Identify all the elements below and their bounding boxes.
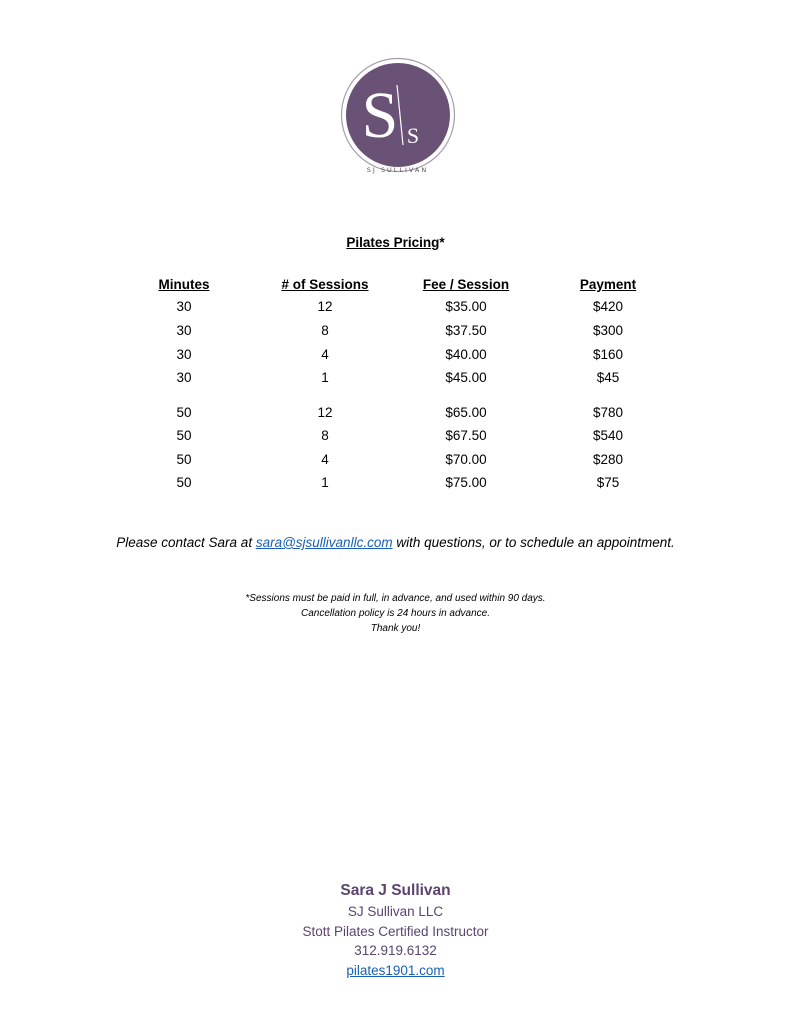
table-cell-payment: $75 [596, 475, 620, 490]
table-cell-payment: $280 [592, 452, 624, 467]
table-cell-fee: $70.00 [445, 452, 487, 467]
column-header-minutes: Minutes [158, 277, 210, 292]
contact-suffix: with questions, or to schedule an appointment. [392, 535, 675, 550]
column-header-sessions: # of Sessions [281, 277, 369, 292]
logo-caption: SJ SULLIVAN [366, 166, 429, 174]
footer-company: SJ Sullivan LLC [347, 904, 444, 919]
table-cell-minutes: 50 [176, 475, 192, 490]
table-cell-sessions: 8 [321, 323, 329, 338]
table-cell-payment: $780 [592, 405, 624, 420]
table-cell-sessions: 12 [317, 299, 333, 314]
table-cell-sessions: 1 [321, 370, 329, 385]
table-cell-sessions: 4 [321, 347, 329, 362]
logo [340, 57, 456, 173]
table-cell-sessions: 8 [321, 428, 329, 443]
policy-note-thanks: Thank you! [370, 623, 421, 634]
page-title-asterisk: * [439, 235, 445, 250]
footer-phone: 312.919.6132 [354, 943, 437, 958]
table-cell-fee: $37.50 [445, 323, 487, 338]
table-cell-payment: $300 [592, 323, 624, 338]
table-cell-payment: $160 [592, 347, 624, 362]
table-cell-sessions: 12 [317, 405, 333, 420]
table-cell-sessions: 4 [321, 452, 329, 467]
logo-mark [340, 57, 456, 173]
table-cell-minutes: 30 [176, 299, 192, 314]
policy-note-cancellation: Cancellation policy is 24 hours in advance. [301, 608, 490, 619]
column-header-fee: Fee / Session [422, 277, 510, 292]
table-cell-fee: $45.00 [445, 370, 487, 385]
table-cell-minutes: 50 [176, 405, 192, 420]
table-cell-minutes: 50 [176, 428, 192, 443]
table-cell-minutes: 50 [176, 452, 192, 467]
footer-role: Stott Pilates Certified Instructor [302, 923, 489, 939]
table-cell-fee: $40.00 [445, 347, 487, 362]
table-cell-fee: $67.50 [445, 428, 487, 443]
table-cell-fee: $35.00 [445, 299, 487, 314]
table-cell-minutes: 30 [176, 347, 192, 362]
table-cell-fee: $75.00 [445, 475, 487, 490]
contact-prefix: Please contact Sara at [116, 535, 256, 550]
logo-monogram-right: S [406, 123, 420, 148]
table-cell-payment: $540 [592, 428, 624, 443]
page-title [0, 235, 791, 250]
contact-line [0, 535, 791, 550]
page-title-text: Pilates Pricing [346, 235, 440, 250]
table-cell-sessions: 1 [321, 475, 329, 490]
table-cell-fee: $65.00 [445, 405, 487, 420]
table-cell-minutes: 30 [176, 323, 192, 338]
email-link[interactable]: sara@sjsullivanllc.com [255, 535, 393, 550]
table-cell-payment: $420 [592, 299, 624, 314]
logo-monogram-left: S [361, 79, 399, 152]
table-cell-payment: $45 [596, 370, 620, 385]
policy-notes [0, 591, 791, 636]
column-header-payment: Payment [579, 277, 637, 292]
footer-signature [0, 880, 791, 980]
footer-name: Sara J Sullivan [340, 882, 451, 899]
policy-note-payment: *Sessions must be paid in full, in advance, and used within 90 days. [245, 593, 546, 604]
website-link[interactable]: pilates1901.com [346, 962, 445, 978]
table-cell-minutes: 30 [176, 370, 192, 385]
